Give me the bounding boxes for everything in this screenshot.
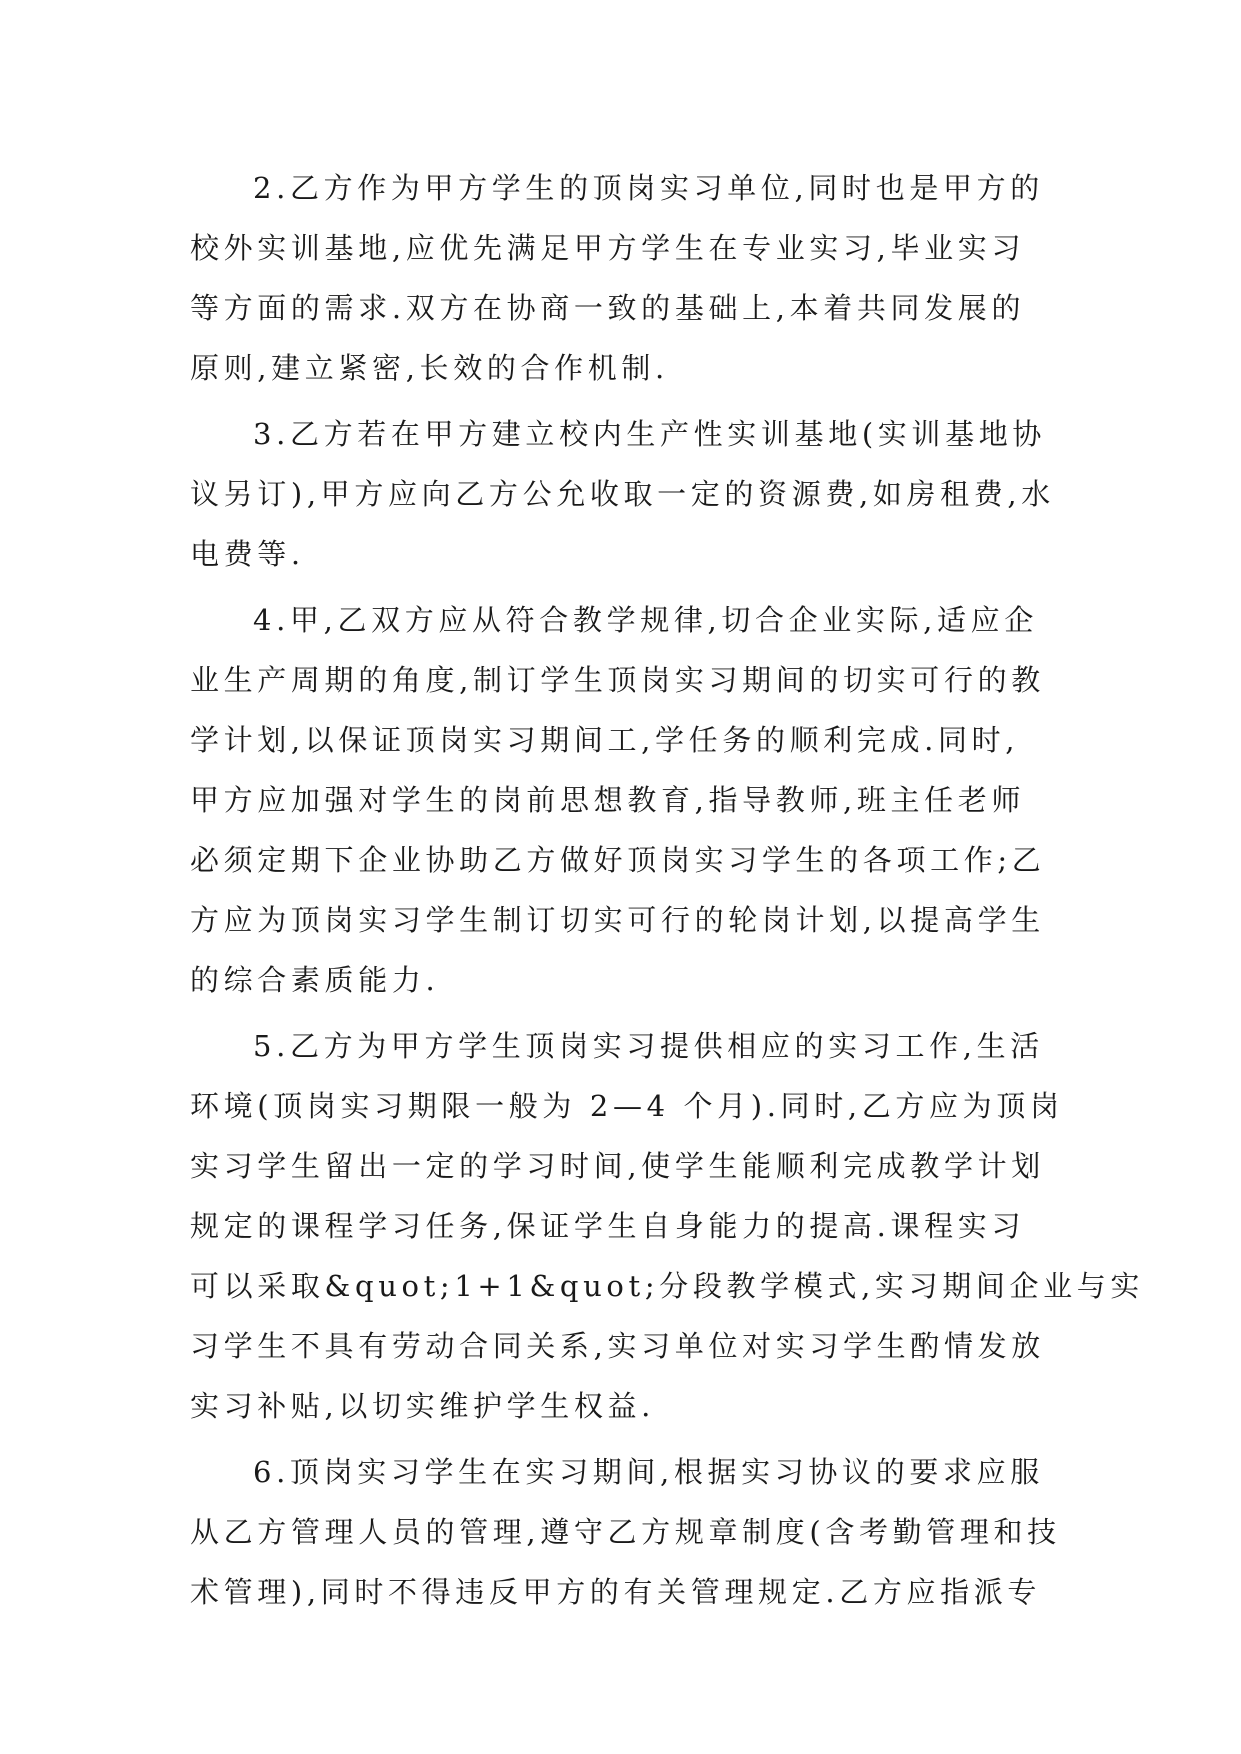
text-line: 校外实训基地,应优先满足甲方学生在专业实习,毕业实习 <box>190 231 1026 265</box>
text-line: 甲方应加强对学生的岗前思想教育,指导教师,班主任老师 <box>190 783 1026 817</box>
text-line: 5.乙方为甲方学生顶岗实习提供相应的实习工作,生活 <box>253 1029 1044 1063</box>
text-line: 原则,建立紧密,长效的合作机制. <box>190 351 669 385</box>
text-line: 业生产周期的角度,制订学生顶岗实习期间的切实可行的教 <box>190 663 1045 697</box>
text-line: 的综合素质能力. <box>190 963 440 997</box>
text-line: 学计划,以保证顶岗实习期间工,学任务的顺利完成.同时, <box>190 723 1020 757</box>
text-line: 术管理),同时不得违反甲方的有关管理规定.乙方应指派专 <box>190 1575 1042 1609</box>
text-line: 6.顶岗实习学生在实习期间,根据实习协议的要求应服 <box>253 1455 1044 1489</box>
text-line: 环境(顶岗实习期限一般为 2—4 个月).同时,乙方应为顶岗 <box>190 1089 1064 1123</box>
text-line: 议另订),甲方应向乙方公允收取一定的资源费,如房租费,水 <box>190 477 1055 511</box>
text-line: 实习补贴,以切实维护学生权益. <box>190 1389 656 1423</box>
text-line: 必须定期下企业协助乙方做好顶岗实习学生的各项工作;乙 <box>190 843 1046 877</box>
text-line: 实习学生留出一定的学习时间,使学生能顺利完成教学计划 <box>190 1149 1045 1183</box>
text-line: 规定的课程学习任务,保证学生自身能力的提高.课程实习 <box>190 1209 1026 1243</box>
text-line: 3.乙方若在甲方建立校内生产性实训基地(实训基地协 <box>253 417 1046 451</box>
text-line: 2.乙方作为甲方学生的顶岗实习单位,同时也是甲方的 <box>253 171 1044 205</box>
text-line: 可以采取&quot;1+1&quot;分段教学模式,实习期间企业与实 <box>190 1269 1145 1303</box>
text-line: 等方面的需求.双方在协商一致的基础上,本着共同发展的 <box>190 291 1026 325</box>
text-line: 4.甲,乙双方应从符合教学规律,切合企业实际,适应企 <box>253 603 1038 637</box>
text-line: 习学生不具有劳动合同关系,实习单位对实习学生酌情发放 <box>190 1329 1045 1363</box>
text-line: 方应为顶岗实习学生制订切实可行的轮岗计划,以提高学生 <box>190 903 1045 937</box>
text-line: 从乙方管理人员的管理,遵守乙方规章制度(含考勤管理和技 <box>190 1515 1061 1549</box>
text-line: 电费等. <box>190 537 305 571</box>
